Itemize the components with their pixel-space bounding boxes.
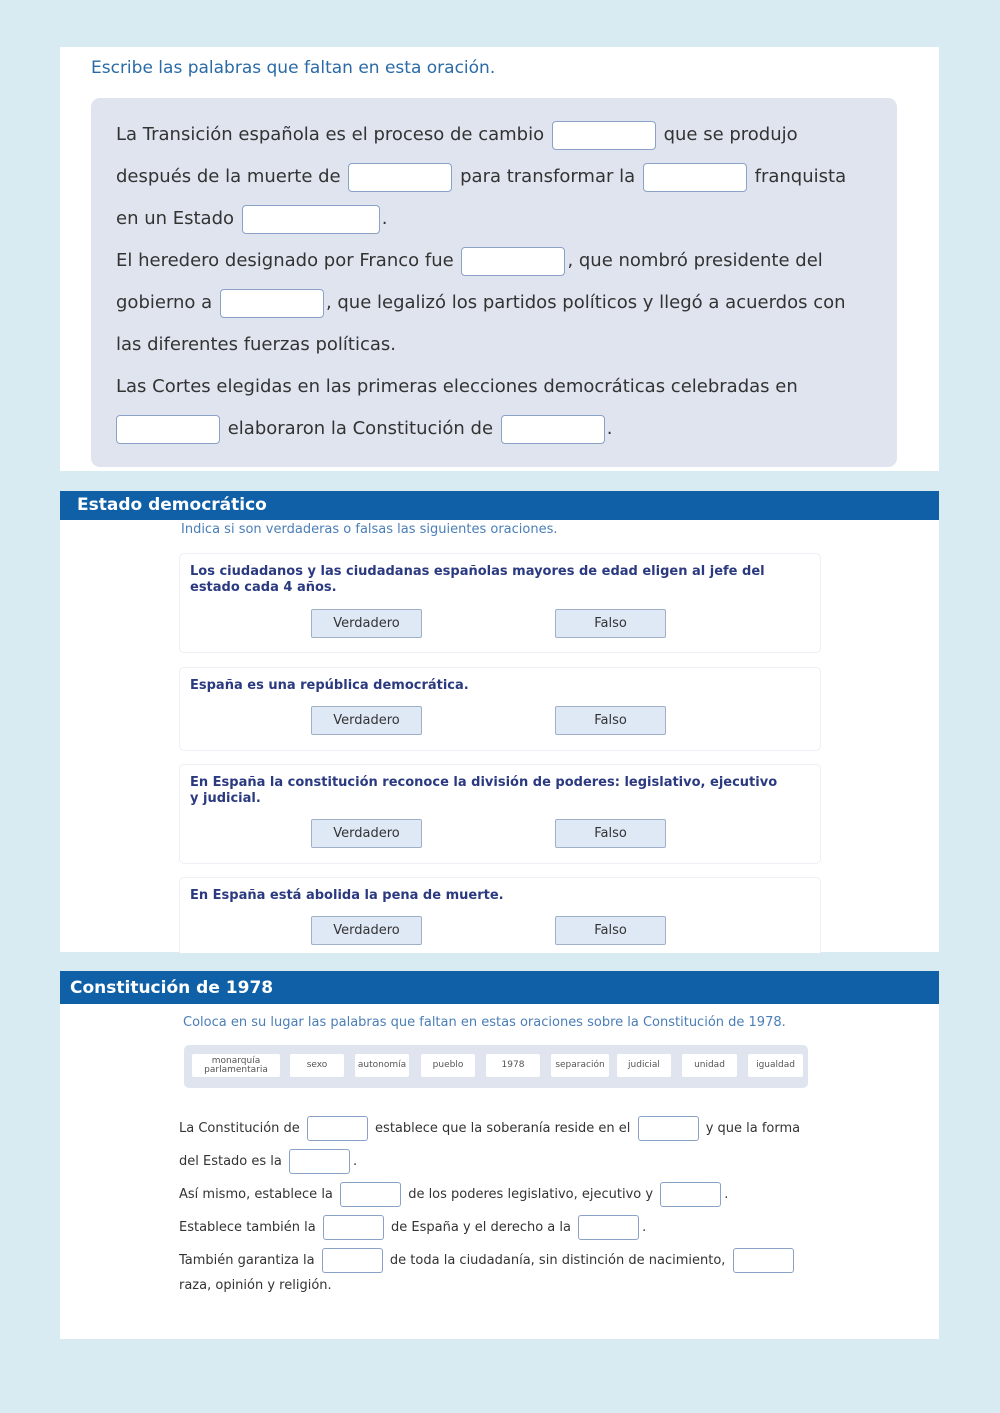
sentence-line [179, 1149, 357, 1174]
section-header: Estado democrático [60, 491, 939, 520]
word-chip[interactable]: unidad [682, 1054, 737, 1077]
word-chip[interactable]: pueblo [421, 1054, 475, 1077]
true-button[interactable]: Verdadero [311, 609, 422, 638]
text-fragment: franquista [754, 166, 847, 187]
question-card [179, 553, 821, 653]
blank-input[interactable] [348, 163, 452, 192]
question-text: Los ciudadanos y las ciudadanas españolas mayores de edad eligen al jefe del estado cada 4 años. [190, 564, 765, 595]
drop-target[interactable] [660, 1182, 721, 1207]
true-button[interactable]: Verdadero [311, 706, 422, 735]
blank-input[interactable] [220, 289, 324, 318]
sentence-line [179, 1248, 797, 1273]
true-button[interactable]: Verdadero [311, 819, 422, 848]
blank-input[interactable] [643, 163, 747, 192]
drag-words-panel [60, 971, 939, 1339]
text-fragment: La Constitución de [179, 1121, 300, 1136]
sentence-box [91, 98, 897, 467]
text-fragment: de los poderes legislativo, ejecutivo y [408, 1187, 654, 1202]
text-fragment: para transformar la [460, 166, 636, 187]
text-fragment: . [642, 1220, 647, 1235]
text-fragment: y que la forma [705, 1121, 801, 1136]
sentence-line [179, 1182, 728, 1207]
false-button[interactable]: Falso [555, 819, 666, 848]
drop-target[interactable] [323, 1215, 384, 1240]
word-chip[interactable]: monarquía parlamentaria [192, 1054, 280, 1077]
sentence-line [179, 1215, 646, 1240]
instruction-text: Indica si son verdaderas o falsas las siguientes oraciones. [181, 522, 558, 537]
word-chip[interactable]: separación [551, 1054, 609, 1077]
blank-input[interactable] [461, 247, 565, 276]
question-text: En España está abolida la pena de muerte. [190, 888, 504, 903]
true-button[interactable]: Verdadero [311, 916, 422, 945]
text-fragment: . [381, 208, 388, 229]
false-button[interactable]: Falso [555, 706, 666, 735]
question-card [179, 667, 821, 751]
question-card [179, 877, 821, 953]
sentence-text [116, 114, 886, 450]
text-fragment: en un Estado [116, 208, 235, 229]
text-fragment: gobierno a [116, 292, 213, 313]
text-fragment: elaboraron la Constitución de [227, 418, 494, 439]
question-card [179, 764, 821, 864]
text-fragment: También garantiza la [179, 1253, 315, 1268]
text-fragment: del Estado es la [179, 1154, 282, 1169]
text-fragment: las diferentes fuerzas políticas. [116, 334, 397, 355]
text-fragment: La Transición española es el proceso de cambio [116, 124, 545, 145]
drop-target[interactable] [289, 1149, 350, 1174]
drop-target[interactable] [638, 1116, 699, 1141]
drop-target[interactable] [578, 1215, 639, 1240]
text-fragment: establece que la soberanía reside en el [375, 1121, 631, 1136]
blank-input[interactable] [552, 121, 656, 150]
section-header: Constitución de 1978 [60, 971, 939, 1004]
true-false-panel [60, 491, 939, 952]
text-fragment: raza, opinión y religión. [179, 1278, 332, 1293]
instruction-text: Coloca en su lugar las palabras que faltan en estas oraciones sobre la Constitución de 1978. [183, 1015, 786, 1030]
word-chip[interactable]: sexo [290, 1054, 344, 1077]
word-chip[interactable]: autonomía [355, 1054, 409, 1077]
word-chip[interactable]: igualdad [748, 1054, 803, 1077]
question-text: España es una república democrática. [190, 678, 469, 693]
sentence-line [179, 1116, 800, 1141]
text-fragment: de España y el derecho a la [391, 1220, 571, 1235]
word-bank [184, 1045, 808, 1088]
text-fragment: El heredero designado por Franco fue [116, 250, 454, 271]
sentence-line [179, 1278, 332, 1293]
blank-input[interactable] [242, 205, 380, 234]
text-fragment: después de la muerte de [116, 166, 341, 187]
drop-target[interactable] [322, 1248, 383, 1273]
drop-target[interactable] [340, 1182, 401, 1207]
text-fragment: . [724, 1187, 729, 1202]
text-fragment: Establece también la [179, 1220, 316, 1235]
false-button[interactable]: Falso [555, 916, 666, 945]
word-chip[interactable]: judicial [617, 1054, 671, 1077]
word-chip[interactable]: 1978 [486, 1054, 540, 1077]
blank-input[interactable] [116, 415, 220, 444]
blank-input[interactable] [501, 415, 605, 444]
text-fragment: . [353, 1154, 358, 1169]
drop-target[interactable] [307, 1116, 368, 1141]
fill-blanks-panel [60, 47, 939, 471]
text-fragment: de toda la ciudadanía, sin distinción de nacimiento, [389, 1253, 726, 1268]
text-fragment: Las Cortes elegidas en las primeras elecciones democráticas celebradas en [116, 376, 798, 397]
text-fragment: , que nombró presidente del [567, 250, 823, 271]
text-fragment: Así mismo, establece la [179, 1187, 333, 1202]
false-button[interactable]: Falso [555, 609, 666, 638]
drop-target[interactable] [733, 1248, 794, 1273]
text-fragment: que se produjo [663, 124, 798, 145]
instruction-text: Escribe las palabras que faltan en esta oración. [91, 58, 496, 78]
text-fragment: . [606, 418, 613, 439]
question-text: En España la constitución reconoce la división de poderes: legislativo, ejecutivo y judicial. [190, 775, 778, 806]
text-fragment: , que legalizó los partidos políticos y llegó a acuerdos con [325, 292, 846, 313]
